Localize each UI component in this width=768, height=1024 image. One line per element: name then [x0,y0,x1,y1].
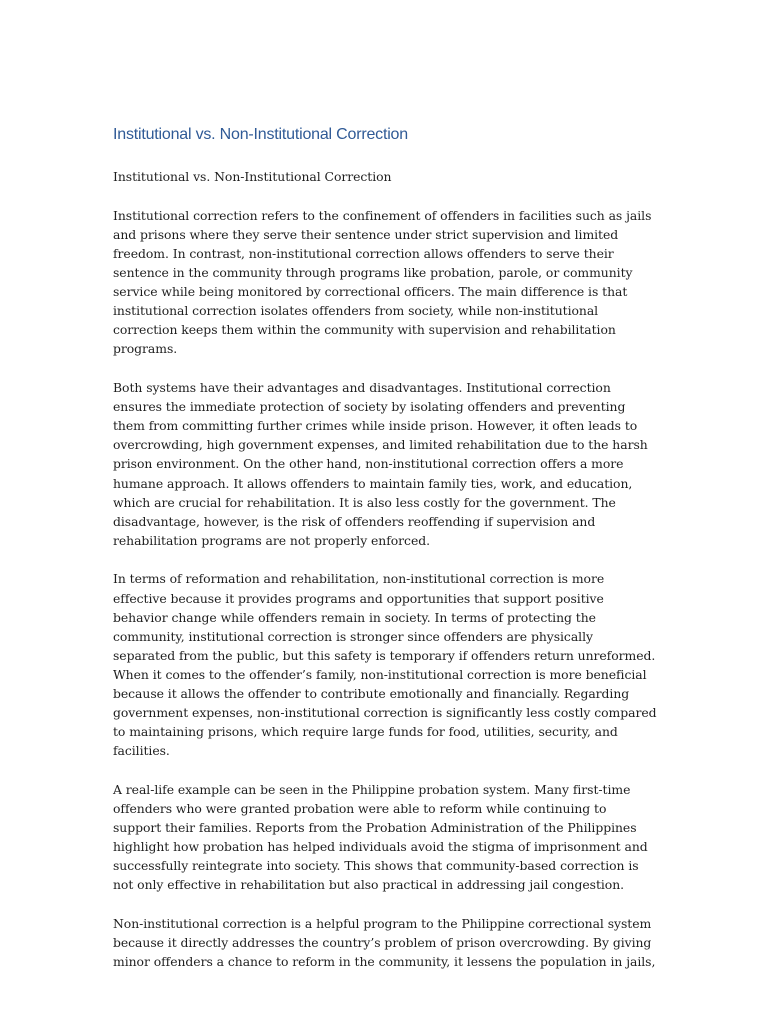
comparison-paragraph: In terms of reformation and rehabilitation, non-institutional correction is more effective because it provides programs and opportunities that support positive behavior change while offenders remain in society. In terms of protecting the community, institutional correction is stronger since offenders are physically separated from the public, but this safety is temporary if offenders return unreformed. When it comes to the offender’s family, non-institutional correction is more beneficial because it allows the offender to contribute emotionally and financially. Regarding government expenses, non-institutional correction is significantly less costly compared to maintaining prisons, which require large funds for food, utilities, security, and facilities. [113,571,657,759]
document-heading: Institutional vs. Non-Institutional Correction [113,126,408,143]
conclusion-paragraph: Non-institutional correction is a helpful program to the Philippine correctional system because it directly addresses the country’s problem of prison overcrowding. By giving minor offenders a chance to reform in the community, it lessens the population in jails, [113,916,656,970]
advantages-paragraph: Both systems have their advantages and disadvantages. Institutional correction ensures the immediate protection of society by isolating offenders and preventing them from committing further crimes while inside prison. However, it often leads to overcrowding, high government expenses, and limited rehabilitation due to the harsh prison environment. On the other hand, non-institutional correction offers a more humane approach. It allows offenders to maintain family ties, work, and education, which are crucial for rehabilitation. It is also less costly for the government. The disadvantage, however, is the risk of offenders reoffending if supervision and rehabilitation programs are not properly enforced. [113,380,648,548]
subtitle-paragraph: Institutional vs. Non-Institutional Correction [113,169,392,184]
example-paragraph: A real-life example can be seen in the Philippine probation system. Many first-time offenders who were granted probation were able to reform while continuing to support their families. Reports from the Probation Administration of the Philippines highlight how probation has helped individuals avoid the stigma of imprisonment and successfully reintegrate into society. This shows that community-based correction is not only effective in rehabilitation but also practical in addressing jail congestion. [113,782,648,893]
definition-paragraph: Institutional correction refers to the confinement of offenders in facilities such as jails and prisons where they serve their sentence under strict supervision and limited freedom. In contrast, non-institutional correction allows offenders to serve their sentence in the community through programs like probation, parole, or community service while being monitored by correctional officers. The main difference is that institutional correction isolates offenders from society, while non-institutional correction keeps them within the community with supervision and rehabilitation programs. [113,207,652,357]
document-body [113,124,658,991]
